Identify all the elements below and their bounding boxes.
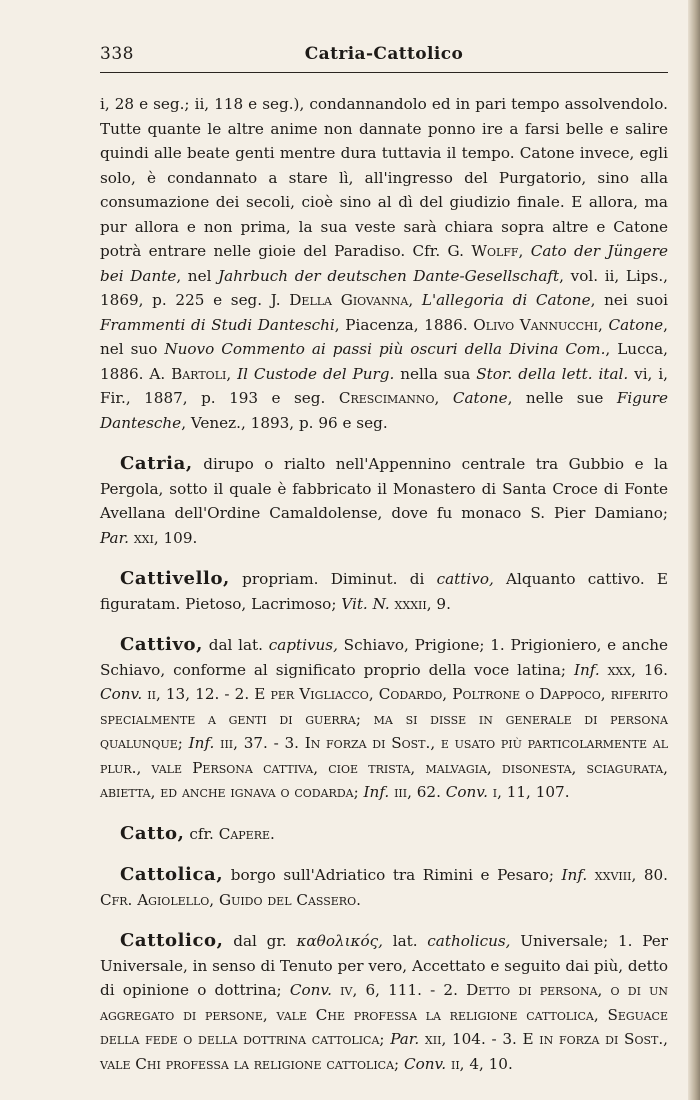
title-jahrbuch: Jahrbuch der deutschen Dante-Gesellschaft	[218, 266, 560, 285]
headword: Cattivo,	[120, 634, 203, 655]
headword: Cattolico,	[120, 930, 224, 951]
title-figure-dantesche: Figure Dantesche	[100, 389, 669, 432]
continuation-paragraph: i, 28 e seg.; ii, 118 e seg.), condannandolo ed in pari tempo assolvendolo. Tutte quante le altre anime non dannate ponno ire a farsi belle e salire quindi alle beate genti mentre dura tuttavia il tempo. Catone invece, egli solo, è condannato a stare lì, all'ingresso del Purgatorio, sino alla consumazione dei secoli, cioè sino al dì del giudizio finale. E allora, ma pur allora e non prima, la sua veste sarà chiara sopra altre e Catone potrà entrare nelle gioie del Paradiso. Cfr. G. Wolff, Cato der Jüngere bei Dante, nel Jahrbuch der deutschen Dante-Gesellschaft, vol. ii, Lips., 1869, p. 225 e seg. J. Della Giovanna, L'allegoria di Catone, nei suoi Frammenti di Studi Danteschi, Piacenza, 1886. Olivo Vannucchi, Catone, nel suo Nuovo Commento ai passi più oscuri della Divina Com., Lucca, 1886. A. Bartoli, Il Custode del Purg. nella sua Stor. della lett. ital. vi, i, Fir., 1887, p. 193 e seg. Crescimanno, Catone, nelle sue Figure Dantesche, Venez., 1893, p. 96 e seg.	[100, 95, 669, 432]
citation-ref: Inf.	[561, 866, 588, 884]
title-frammenti: Frammenti di Studi Danteschi	[100, 315, 335, 334]
headword: Cattolica,	[120, 864, 224, 885]
page-body	[100, 92, 668, 1093]
citation-ref: Conv.	[445, 783, 488, 801]
page-edge-shadow	[688, 0, 700, 1100]
title-nuovo-commento: Nuovo Commento ai passi più oscuri della Divina Com.	[164, 340, 606, 358]
title-storia: Stor. della lett. ital.	[476, 364, 629, 383]
author-della-giovanna: Della Giovanna	[289, 291, 409, 309]
page-header	[100, 44, 668, 68]
title-catone-1: Catone	[608, 315, 664, 334]
header-rule	[100, 72, 668, 73]
entry-cattolico: Cattolico, dal gr. καθολικός, lat. catholicus, Universale; 1. Per Universale, in senso di Tenuto per vero, Accettato e seguito dai più, detto di opinione o dottrina; Conv. iv, 6, 111. - 2. Detto di persona, o di un aggregato di persone, vale Che professa la religione cattolica, Seguace della fede o della dottrina cattolica; Par. xii, 104. - 3. E in forza di Sost., vale Chi professa la religione cattolica; Conv. ii, 4, 10.	[100, 930, 668, 1073]
author-wolff: Wolff	[471, 242, 519, 260]
entry-catria: Catria, dirupo o rialto nell'Appennino centrale tra Gubbio e la Pergola, sotto il quale è fabbricato il Monastero di Santa Croce di Fonte Avellana dell'Ordine Camaldolense, dove fu monaco S. Pier Damiano; Par. xxi, 109.	[100, 453, 668, 547]
title-catone-2: Catone	[452, 389, 508, 407]
citation-ref: Par.	[100, 528, 130, 547]
headword: Catto,	[120, 822, 185, 844]
title-allegoria: L'allegoria di Catone	[421, 291, 591, 309]
title-cato: Cato der Jüngere bei Dante	[100, 242, 668, 285]
citation-ref: Inf.	[188, 734, 215, 752]
running-head: Catria-Cattolico	[304, 44, 464, 64]
entry-cattivello: Cattivello, propriam. Diminut. di cattivo, Alquanto cattivo. E figuratam. Pietoso, Lacrimoso; Vit. N. xxxii, 9.	[100, 568, 668, 613]
entry-cattivo: Cattivo, dal lat. captivus, Schiavo, Prigione; 1. Prigioniero, e anche Schiavo, conforme al significato proprio della voce latina; Inf. xxx, 16. Conv. ii, 13, 12. - 2. E per Vigliacco, Codardo, Poltrone o Dappoco, riferito specialmente a genti di guerra; ma si disse in generale di persona qualunque; Inf. iii, 37. - 3. In forza di Sost., e usato più particolarmente al plur., vale Persona cattiva, cioe trista, malvagia, disonesta, sciagurata, abietta, ed anche ignava o codarda; Inf. iii, 62. Conv. i, 11, 107.	[100, 634, 668, 801]
citation-ref: Vit. N.	[341, 594, 390, 613]
page-number: 338	[100, 44, 134, 64]
greek-word: καθολικός,	[296, 932, 383, 950]
author-vannucchi: Olivo Vannucchi	[473, 315, 598, 334]
author-crescimanno: Crescimanno	[338, 389, 435, 407]
citation-ref: Inf.	[363, 783, 390, 801]
title-custode: Il Custode del Purg.	[237, 364, 395, 383]
author-bartoli: Bartoli	[171, 364, 227, 383]
citation-ref: Conv.	[403, 1054, 447, 1073]
citation-ref: Conv.	[100, 685, 143, 703]
citation-ref: Inf.	[573, 660, 600, 679]
cross-reference: Capere.	[218, 824, 275, 843]
citation-ref: Conv.	[289, 981, 332, 999]
headword: Catria,	[120, 453, 193, 474]
entry-catto: Catto, cfr. Capere.	[120, 822, 275, 844]
cross-reference: Agiolello, Guido del Cassero.	[137, 890, 361, 909]
citation-ref: Par.	[390, 1030, 420, 1048]
entry-cattolica: Cattolica, borgo sull'Adriatico tra Rimini e Pesaro; Inf. xxviii, 80. Cfr. Agiolello, Guido del Cassero.	[100, 864, 668, 909]
headword: Cattivello,	[120, 568, 230, 589]
